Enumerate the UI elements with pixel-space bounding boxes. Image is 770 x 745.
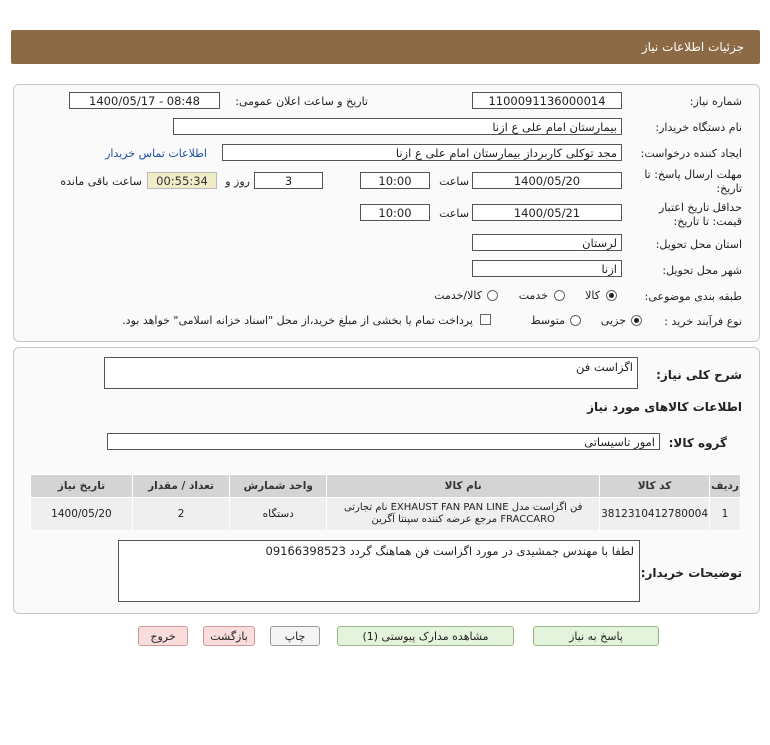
- category-radio-goods-service[interactable]: [487, 290, 498, 301]
- remaining-label: ساعت باقی مانده: [60, 175, 142, 188]
- cell-unit: دستگاه: [230, 498, 327, 531]
- buyer-notes-label: توضیحات خریدار:: [640, 566, 742, 580]
- announce-field: 1400/05/17 - 08:48: [69, 92, 220, 109]
- validity-label-2: قیمت: تا تاریخ:: [673, 215, 742, 228]
- cell-name: [327, 498, 600, 531]
- goods-group-field: امور تاسیساتی: [107, 433, 660, 450]
- deadline-time-label: ساعت: [439, 175, 469, 188]
- goods-group-label: گروه کالا:: [668, 436, 727, 450]
- col-qty: تعداد / مقدار: [132, 475, 229, 498]
- province-field: لرستان: [472, 234, 622, 251]
- reply-button[interactable]: پاسخ به نیاز: [533, 626, 659, 646]
- deadline-label-2: تاریخ:: [716, 182, 742, 195]
- col-unit: واحد شمارش: [230, 475, 327, 498]
- validity-label-1: حداقل تاریخ اعتبار: [658, 201, 742, 214]
- exit-button[interactable]: خروج: [138, 626, 188, 646]
- col-row: ردیف: [710, 475, 741, 498]
- cell-qty: 2: [132, 498, 229, 531]
- deadline-date-field: 1400/05/20: [472, 172, 622, 189]
- cell-row: 1: [710, 498, 741, 531]
- treasury-payment-checkbox[interactable]: [480, 314, 491, 325]
- summary-label: شرح کلی نیاز:: [656, 368, 742, 382]
- col-code: کد کالا: [600, 475, 710, 498]
- items-table: [30, 474, 741, 531]
- days-field: 3: [254, 172, 323, 189]
- summary-field: [104, 357, 638, 389]
- category-option-goods-service: کالا/خدمت: [434, 289, 482, 302]
- process-label: نوع فرآیند خرید :: [664, 315, 742, 328]
- validity-time-field: 10:00: [360, 204, 430, 221]
- need-number-label: شماره نیاز:: [689, 95, 742, 108]
- category-option-service: خدمت: [518, 289, 548, 302]
- process-radio-minor[interactable]: [631, 315, 642, 326]
- announce-label: تاریخ و ساعت اعلان عمومی:: [235, 95, 368, 108]
- back-button[interactable]: بازگشت: [203, 626, 255, 646]
- category-radio-service[interactable]: [554, 290, 565, 301]
- creator-field: مجد توکلی کاربرداز بیمارستان امام علی ع ازنا: [222, 144, 622, 161]
- cell-date: 1400/05/20: [31, 498, 133, 531]
- city-field: ازنا: [472, 260, 622, 277]
- page-header: [11, 30, 760, 64]
- category-label: طبقه بندی موضوعی:: [644, 290, 742, 303]
- days-label: روز و: [225, 175, 250, 188]
- validity-time-label: ساعت: [439, 207, 469, 220]
- remaining-timer: 00:55:34: [147, 172, 217, 189]
- category-radio-goods[interactable]: [606, 290, 617, 301]
- buyer-org-label: نام دستگاه خریدار:: [655, 121, 742, 134]
- buyer-notes-field: [118, 540, 640, 602]
- process-radio-medium[interactable]: [570, 315, 581, 326]
- cell-name-line2: FRACCARO مرجع عرضه کننده سپنتا آگرین: [371, 514, 555, 525]
- items-table-header: [31, 475, 741, 498]
- buyer-contact-link[interactable]: اطلاعات تماس خریدار: [105, 147, 207, 160]
- buyer-org-field: بیمارستان امام علی ع ازنا: [173, 118, 622, 135]
- col-name: نام کالا: [327, 475, 600, 498]
- category-option-goods: کالا: [585, 289, 600, 302]
- cell-name-line1: فن اگزاست مدل EXHAUST FAN PAN LINE نام تجارتی: [343, 502, 583, 513]
- col-date: تاریخ نیاز: [31, 475, 133, 498]
- creator-label: ایجاد کننده درخواست:: [640, 147, 742, 160]
- deadline-time-field: 10:00: [360, 172, 430, 189]
- table-row: [31, 498, 741, 531]
- print-button[interactable]: چاپ: [270, 626, 320, 646]
- process-option-medium: متوسط: [530, 314, 565, 327]
- items-section-title: اطلاعات کالاهای مورد نیاز: [587, 400, 742, 414]
- treasury-payment-note: پرداخت تمام یا بخشی از مبلغ خرید،از محل "اسناد خزانه اسلامی" خواهد بود.: [122, 314, 473, 327]
- need-number-field: 1100091136000014: [472, 92, 622, 109]
- city-label: شهر محل تحویل:: [662, 264, 742, 277]
- province-label: استان محل تحویل:: [655, 238, 742, 251]
- attachments-button[interactable]: مشاهده مدارک پیوستی (1): [337, 626, 514, 646]
- process-option-minor: جزیی: [600, 314, 626, 327]
- page-title: جزئیات اطلاعات نیاز: [641, 40, 744, 54]
- buyer-notes-value: لطفا با مهندس جمشیدی در مورد اگزاست فن هماهنگ گردد 09166398523: [265, 544, 634, 558]
- deadline-label-1: مهلت ارسال پاسخ: تا: [644, 168, 742, 181]
- summary-value: اگزاست فن: [575, 360, 633, 374]
- validity-date-field: 1400/05/21: [472, 204, 622, 221]
- cell-code: 3812310412780004: [600, 498, 710, 531]
